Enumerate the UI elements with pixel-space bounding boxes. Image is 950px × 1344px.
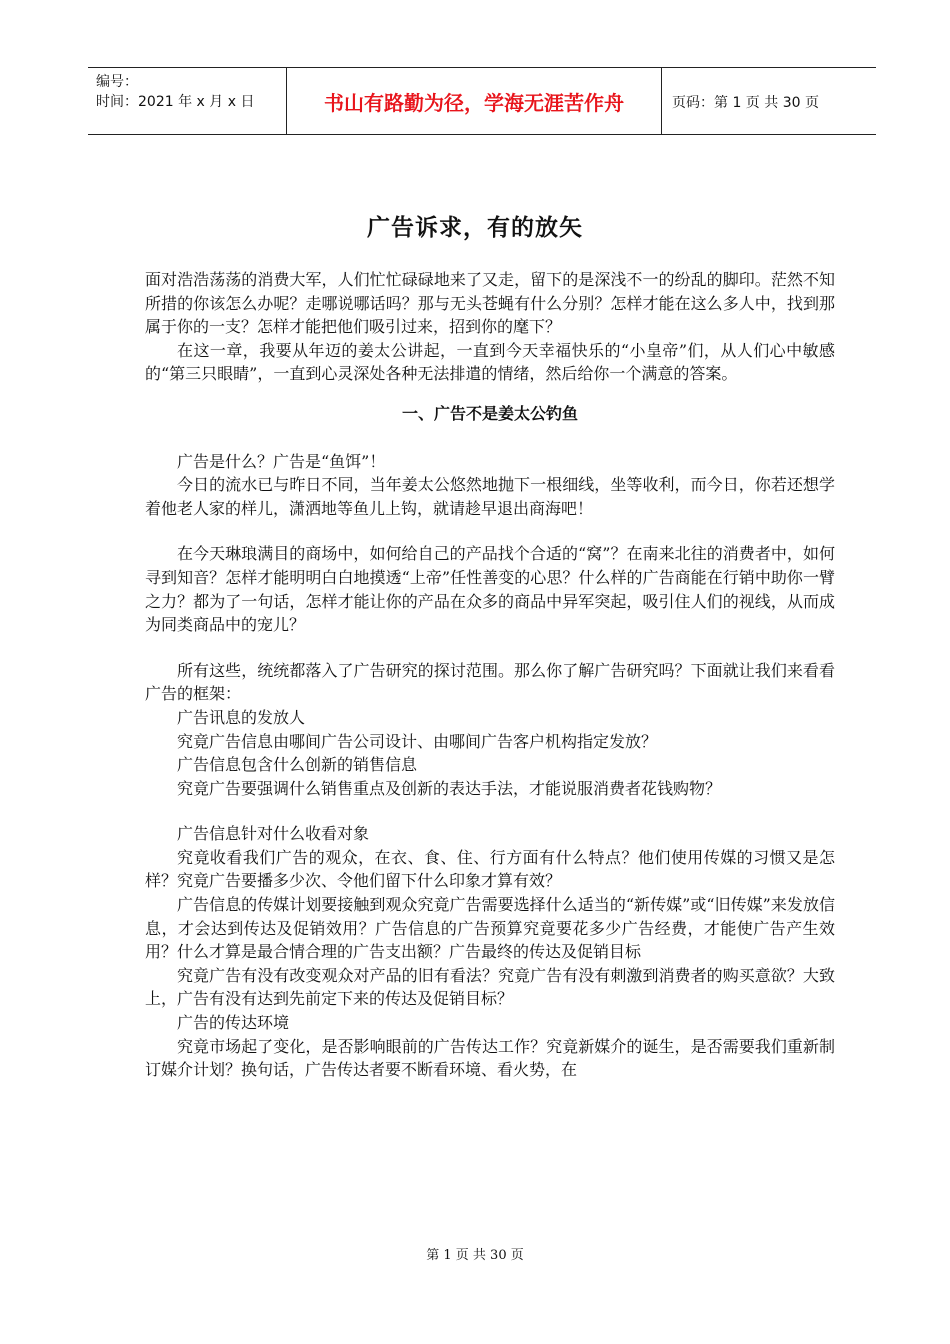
document-header [88, 67, 876, 135]
page-footer: 第 1 页 共 30 页 [426, 1248, 524, 1263]
paragraph: 广告信息的传媒计划要接触到观众究竟广告需要选择什么适当的“新传媒”或“旧传媒”来发放信息，才会达到传达及促销效用？广告信息的广告预算究竟要花多少广告经费，才能使广告产生效用？什么才算是最合情合理的广告支出额？广告最终的传达及促销目标 [145, 895, 835, 962]
section-heading: 一、广告不是姜太公钓鱼 [401, 403, 578, 423]
header-meta [96, 72, 254, 112]
paragraph: 所有这些，统统都落入了广告研究的探讨范围。那么你了解广告研究吗？下面就让我们来看看广告的框架： [145, 660, 835, 704]
list-item: 广告信息针对什么收看对象 [177, 824, 370, 844]
paragraph: 究竟收看我们广告的观众，在衣、食、住、行方面有什么特点？他们使用传媒的习惯又是怎样？究竟广告要播多少次、令他们留下什么印象才算有效？ [145, 847, 835, 891]
header-motto: 书山有路勤为径，学海无涯苦作舟 [324, 91, 624, 115]
list-item: 广告的传达环境 [177, 1013, 290, 1033]
list-item: 广告讯息的发放人 [177, 707, 306, 727]
document-title: 广告诉求，有的放矢 [367, 214, 583, 241]
paragraph: 究竟市场起了变化，是否影响眼前的广告传达工作？究竟新媒介的诞生，是否需要我们重新制订媒介计划？换句话，广告传达者要不断看环境、看火势，在 [145, 1036, 835, 1080]
header-divider [661, 68, 662, 135]
paragraph: 面对浩浩荡荡的消费大军，人们忙忙碌碌地来了又走，留下的是深浅不一的纷乱的脚印。茫然不知所措的你该怎么办呢？走哪说哪话吗？那与无头苍蝇有什么分别？怎样才能在这么多人中，找到那属于你的一支？怎样才能把他们吸引过来，招到你的麾下？ [145, 270, 835, 337]
document-body [145, 268, 835, 1082]
list-item: 广告信息包含什么创新的销售信息 [177, 755, 418, 775]
number-label: 编号： [96, 74, 138, 90]
paragraph: 究竟广告要强调什么销售重点及创新的表达手法，才能说服消费者花钱购物？ [177, 778, 722, 798]
paragraph: 究竟广告有没有改变观众对产品的旧有看法？究竟广告有没有刺激到消费者的购买意欲？大致上，广告有没有达到先前定下来的传达及促销目标？ [145, 965, 835, 1009]
paragraph: 究竟广告信息由哪间广告公司设计、由哪间广告客户机构指定发放？ [177, 731, 658, 751]
time-label: 时间：2021 年 x 月 x 日 [96, 94, 255, 110]
paragraph: 在今天琳琅满目的商场中，如何给自己的产品找个合适的“窝”？在南来北往的消费者中，如何寻到知音？怎样才能明明白白地摸透“上帝”任性善变的心思？什么样的广告商能在行销中助你一臂之力？都为了一句话，怎样才能让你的产品在众多的商品中异军突起，吸引住人们的视线，从而成为同类商品中的宠儿？ [145, 544, 835, 635]
header-page-info: 页码：第 1 页 共 30 页 [672, 95, 819, 111]
paragraph: 在这一章，我要从年迈的姜太公讲起，一直到今天幸福快乐的“小皇帝”们，从人们心中敏感的“第三只眼睛”，一直到心灵深处各种无法排遣的情绪，然后给你一个满意的答案。 [145, 340, 835, 384]
paragraph: 今日的流水已与昨日不同，当年姜太公悠然地抛下一根细线，坐等收利，而今日，你若还想学着他老人家的样儿，潇洒地等鱼儿上钩，就请趁早退出商海吧！ [145, 475, 835, 518]
paragraph: 广告是什么？广告是“鱼饵”！ [177, 451, 386, 471]
